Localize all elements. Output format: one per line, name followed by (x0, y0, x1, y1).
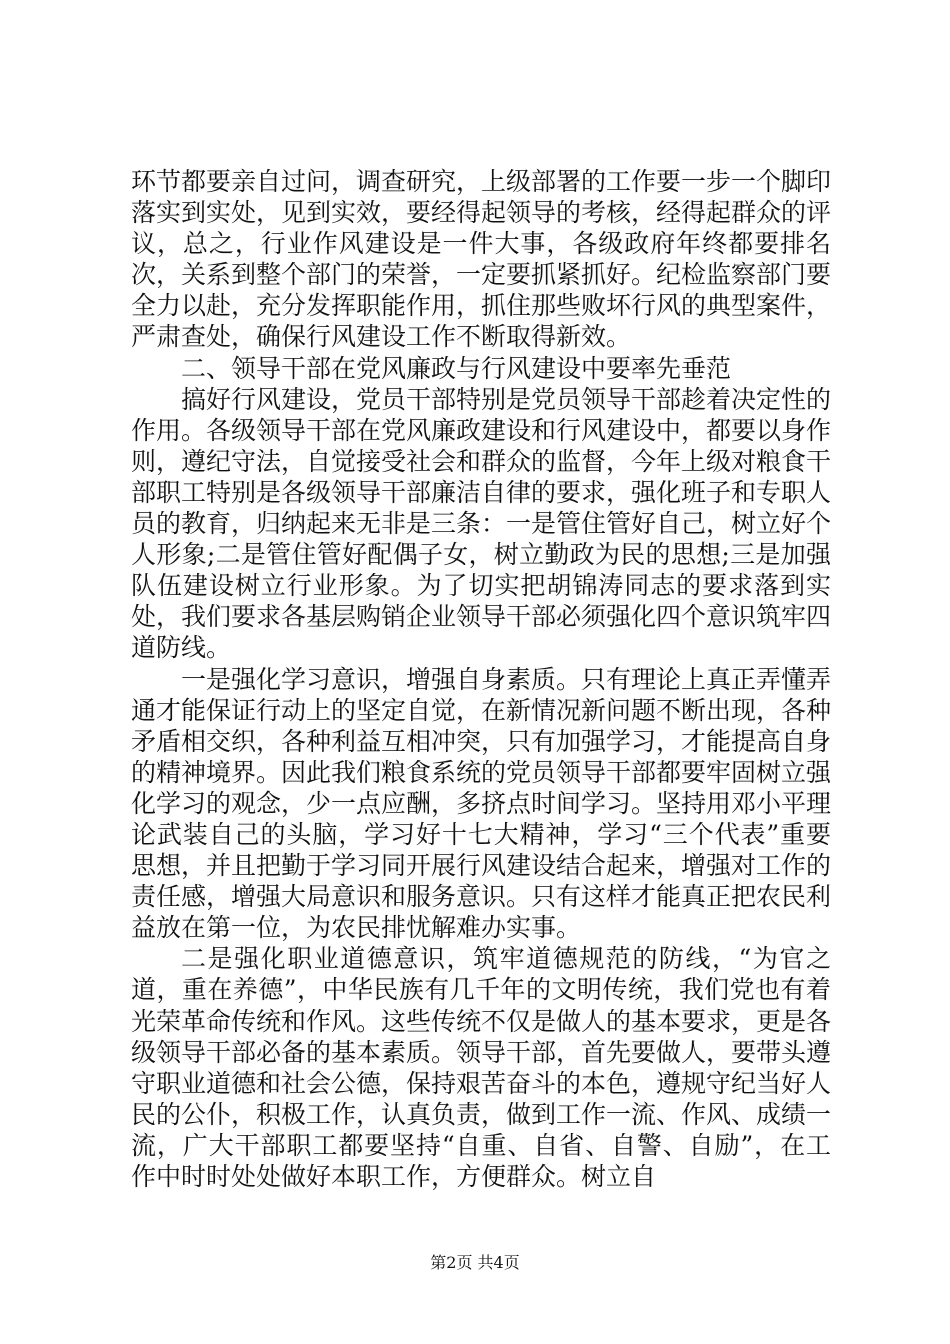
paragraph-1: 环节都要亲自过问，调查研究，上级部署的工作要一步一个脚印落实到实处，见到实效，要经得起领导的考核，经得起群众的评议，总之，行业作风建设是一件大事，各级政府年终都要排名次，关系到整个部门的荣誉，一定要抓紧抓好。纪检监察部门要全力以赴，充分发挥职能作用，抓住那些败坏行风的典型案件，严肃查处，确保行风建设工作不断取得新效。 (131, 167, 832, 352)
paragraph-2: 搞好行风建设，党员干部特别是党员领导干部趁着决定性的作用。各级领导干部在党风廉政建设和行风建设中，都要以身作则，遵纪守法，自觉接受社会和群众的监督，今年上级对粮食干部职工特别是各级领导干部廉洁自律的要求，强化班子和专职人员的教育，归纳起来无非是三条：一是管住管好自己，树立好个人形象;二是管住管好配偶子女，树立勤政为民的思想;三是加强队伍建设树立行业形象。为了切实把胡锦涛同志的要求落到实处，我们要求各基层购销企业领导干部必须强化四个意识筑牢四道防线。 (131, 384, 832, 663)
page-footer: 第2页 共4页 (430, 1253, 520, 1272)
paragraph-4: 二是强化职业道德意识，筑牢道德规范的防线，“为官之道，重在养德”，中华民族有几千年的文明传统，我们党也有着光荣革命传统和作风。这些传统不仅是做人的基本要求，更是各级领导干部必备的基本素质。领导干部，首先要做人，要带头遵守职业道德和社会公德，保持艰苦奋斗的本色，遵规守纪当好人民的公仆，积极工作，认真负责，做到工作一流、作风、成绩一流，广大干部职工都要坚持“自重、自省、自警、自励”，在工作中时时处处做好本职工作，方便群众。树立自 (131, 944, 832, 1191)
document-body (131, 166, 831, 1192)
section-heading: 二、领导干部在党风廉政与行风建设中要率先垂范 (181, 353, 732, 383)
paragraph-3: 一是强化学习意识，增强自身素质。只有理论上真正弄懂弄通才能保证行动上的坚定自觉，在新情况新问题不断出现，各种矛盾相交织，各种利益互相冲突，只有加强学习，才能提高自身的精神境界。因此我们粮食系统的党员领导干部都要牢固树立强化学习的观念，少一点应酬，多挤点时间学习。坚持用邓小平理论武装自己的头脑，学习好十七大精神，学习“三个代表”重要思想，并且把勤于学习同开展行风建设结合起来，增强对工作的责任感，增强大局意识和服务意识。只有这样才能真正把农民利益放在第一位，为农民排忧解难办实事。 (131, 664, 832, 943)
